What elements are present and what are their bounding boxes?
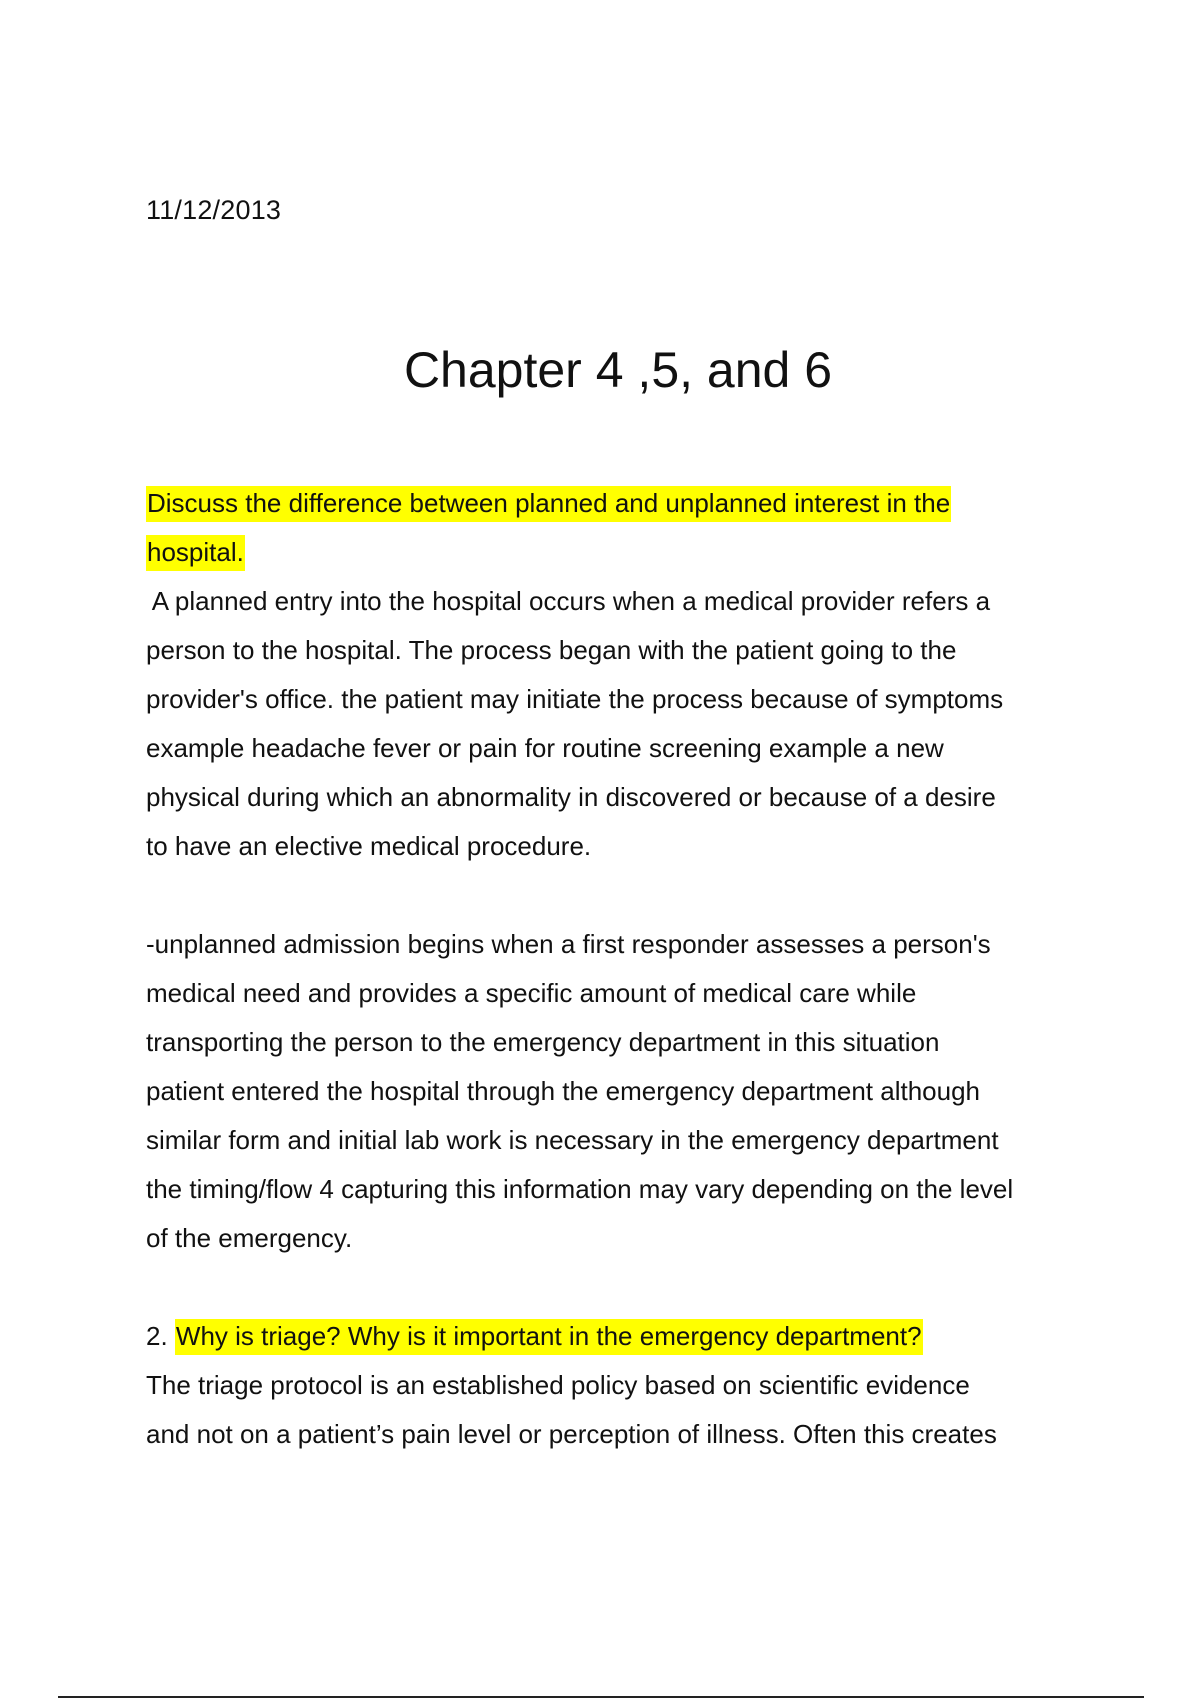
document-title: Chapter 4 ,5, and 6 xyxy=(403,342,833,398)
question-1-line xyxy=(146,479,1106,528)
answer-2 xyxy=(146,1361,1106,1459)
paragraph-line: A planned entry into the hospital occurs when a medical provider refers a xyxy=(146,586,991,616)
paragraph-line: physical during which an abnormality in discovered or because of a desire xyxy=(146,782,996,812)
paragraph-line: similar form and initial lab work is necessary in the emergency department xyxy=(146,1125,999,1155)
paragraph-line: the timing/flow 4 capturing this information may vary depending on the level xyxy=(146,1174,1014,1204)
paragraph-line: to have an elective medical procedure. xyxy=(146,831,592,861)
highlighted-text: hospital. xyxy=(146,535,245,571)
question-1 xyxy=(146,479,1106,577)
paragraph-line: person to the hospital. The process began with the patient going to the xyxy=(146,635,957,665)
highlighted-text: Why is triage? Why is it important in the emergency department? xyxy=(175,1319,923,1355)
question-2 xyxy=(146,1312,1106,1361)
document-date: 11/12/2013 xyxy=(146,195,282,225)
page-bottom-rule xyxy=(58,1696,1144,1698)
paragraph-line: transporting the person to the emergency department in this situation xyxy=(146,1027,940,1057)
paragraph-line: -unplanned admission begins when a first responder assesses a person's xyxy=(146,929,991,959)
paragraph-line: of the emergency. xyxy=(146,1223,353,1253)
paragraph-line: medical need and provides a specific amount of medical care while xyxy=(146,978,917,1008)
document-body xyxy=(146,479,1106,1459)
blank-line xyxy=(146,871,1106,920)
paragraph-line: provider's office. the patient may initiate the process because of symptoms xyxy=(146,684,1004,714)
question-1-line xyxy=(146,528,1106,577)
paragraph-line: and not on a patient’s pain level or perception of illness. Often this creates xyxy=(146,1419,997,1449)
highlighted-text: Discuss the difference between planned and unplanned interest in the xyxy=(146,486,951,522)
answer-1-unplanned xyxy=(146,920,1106,1263)
blank-line xyxy=(146,1263,1106,1312)
paragraph-line: example headache fever or pain for routine screening example a new xyxy=(146,733,944,763)
question-number: 2. xyxy=(146,1321,175,1351)
paragraph-line: patient entered the hospital through the emergency department although xyxy=(146,1076,981,1106)
answer-1-planned xyxy=(146,577,1106,871)
paragraph-line: The triage protocol is an established policy based on scientific evidence xyxy=(146,1370,970,1400)
question-2-line xyxy=(146,1312,1106,1361)
